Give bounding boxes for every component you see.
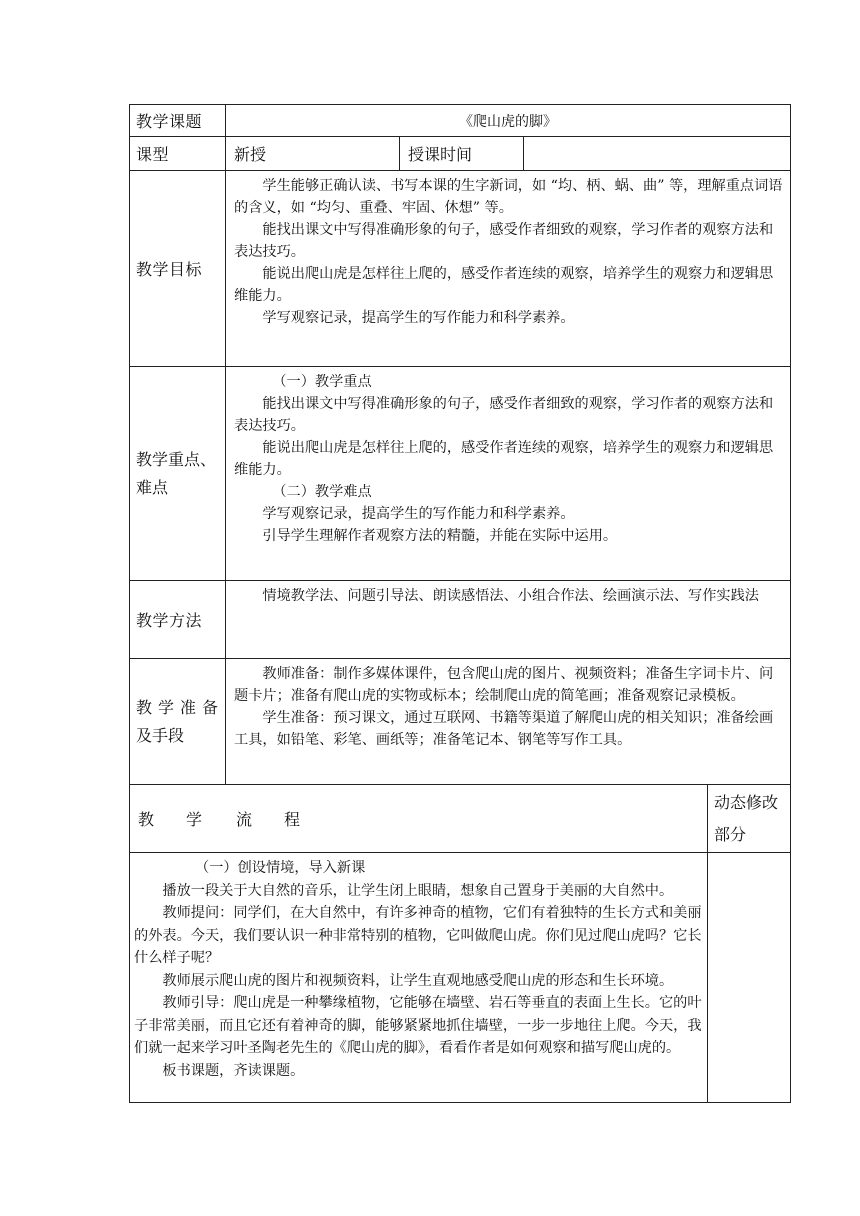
dynamic-label bbox=[708, 785, 791, 853]
difficulty-item: 学写观察记录，提高学生的写作能力和科学素养。 bbox=[262, 506, 575, 522]
keypoints-label bbox=[130, 367, 226, 581]
flow-paragraph: 教师提问：同学们，在大自然中，有许多神奇的植物，它们有着独特的生长方式和美丽的外表。今天，我们要认识一种非常特别的植物，它叫做爬山虎。你们见过爬山虎吗？它长什么样子呢？ bbox=[134, 905, 702, 966]
row-topic bbox=[130, 105, 791, 137]
flow-content bbox=[130, 853, 708, 1103]
row-goals bbox=[130, 171, 791, 367]
prep-label bbox=[130, 659, 226, 785]
goal-item: 学生能够正确认读、书写本课的生字新词，如 “均、柄、蜗、曲” 等，理解重点词语的含义，如 “均匀、重叠、牢固、休想” 等。 bbox=[234, 178, 783, 216]
goals-label: 教学目标 bbox=[130, 171, 226, 367]
goal-item: 能说出爬山虎是怎样往上爬的，感受作者连续的观察，培养学生的观察力和逻辑思维能力。 bbox=[234, 266, 774, 304]
flow-title-char: 程 bbox=[284, 810, 301, 829]
focus-item: 能找出课文中写得准确形象的句子，感受作者细致的观察，学习作者的观察方法和表达技巧。 bbox=[234, 396, 774, 434]
flow-paragraph: 教师展示爬山虎的图片和视频资料，让学生直观地感受爬山虎的形态和生长环境。 bbox=[162, 972, 674, 989]
prep-label-line: 及手段 bbox=[136, 725, 185, 745]
flow-paragraph: 播放一段关于大自然的音乐，让学生闭上眼睛，想象自己置身于美丽的大自然中。 bbox=[162, 882, 674, 899]
topic-label: 教学课题 bbox=[130, 105, 226, 137]
flow-heading: （一）创设情境，导入新课 bbox=[195, 860, 366, 876]
difficulty-item: 引导学生理解作者观察方法的精髓，并能在实际中运用。 bbox=[262, 528, 618, 544]
row-flow-body bbox=[130, 853, 791, 1103]
prep-label-line: 教学准备 bbox=[136, 697, 225, 717]
dynamic-label-line: 部分 bbox=[714, 825, 747, 844]
dynamic-notes-cell bbox=[708, 853, 791, 1103]
flow-title-char: 流 bbox=[236, 810, 253, 829]
flow-title bbox=[130, 785, 708, 853]
row-type bbox=[130, 137, 791, 171]
flow-paragraph: 教师引导：爬山虎是一种攀缘植物，它能够在墙壁、岩石等垂直的表面上生长。它的叶子非常美丽，而且它还有着神奇的脚，能够紧紧地抓住墙壁，一步一步地往上爬。今天，我们就一起来学习叶圣陶老先生的《爬山虎的脚》，看看作者是如何观察和描写爬山虎的。 bbox=[134, 995, 702, 1056]
type-value: 新授 bbox=[226, 137, 400, 171]
lesson-plan-table bbox=[129, 104, 791, 1103]
goals-content bbox=[226, 171, 791, 367]
focus-item: 能说出爬山虎是怎样往上爬的，感受作者连续的观察，培养学生的观察力和逻辑思维能力。 bbox=[234, 440, 774, 478]
flow-paragraph: 板书课题，齐读课题。 bbox=[162, 1062, 305, 1079]
keypoints-label-line: 教学重点、 bbox=[136, 449, 217, 469]
row-preparation bbox=[130, 659, 791, 785]
keypoints-label-line: 难点 bbox=[136, 477, 169, 497]
methods-text: 情境教学法、问题引导法、朗读感悟法、小组合作法、绘画演示法、写作实践法 bbox=[262, 588, 759, 604]
goal-item: 学写观察记录，提高学生的写作能力和科学素养。 bbox=[262, 310, 575, 326]
methods-label: 教学方法 bbox=[130, 581, 226, 659]
row-flow-header bbox=[130, 785, 791, 853]
type-label: 课型 bbox=[130, 137, 226, 171]
row-methods bbox=[130, 581, 791, 659]
row-keypoints bbox=[130, 367, 791, 581]
prep-item: 教师准备：制作多媒体课件，包含爬山虎的图片、视频资料；准备生字词卡片、问题卡片；准备有爬山虎的实物或标本；绘制爬山虎的简笔画；准备观察记录模板。 bbox=[234, 666, 774, 704]
prep-item: 学生准备：预习课文，通过互联网、书籍等渠道了解爬山虎的相关知识；准备绘画工具，如铅笔、彩笔、画纸等；准备笔记本、钢笔等写作工具。 bbox=[234, 710, 774, 748]
flow-title-char: 教 bbox=[138, 810, 155, 829]
difficulty-heading: （二）教学难点 bbox=[272, 484, 372, 500]
topic-value: 《爬山虎的脚》 bbox=[226, 105, 791, 137]
prep-content bbox=[226, 659, 791, 785]
focus-heading: （一）教学重点 bbox=[272, 374, 372, 390]
time-label: 授课时间 bbox=[400, 137, 524, 171]
methods-content bbox=[226, 581, 791, 659]
time-value bbox=[524, 137, 791, 171]
flow-title-char: 学 bbox=[186, 810, 203, 829]
keypoints-content bbox=[226, 367, 791, 581]
goal-item: 能找出课文中写得准确形象的句子，感受作者细致的观察，学习作者的观察方法和表达技巧。 bbox=[234, 222, 774, 260]
dynamic-label-line: 动态修改 bbox=[714, 793, 779, 812]
